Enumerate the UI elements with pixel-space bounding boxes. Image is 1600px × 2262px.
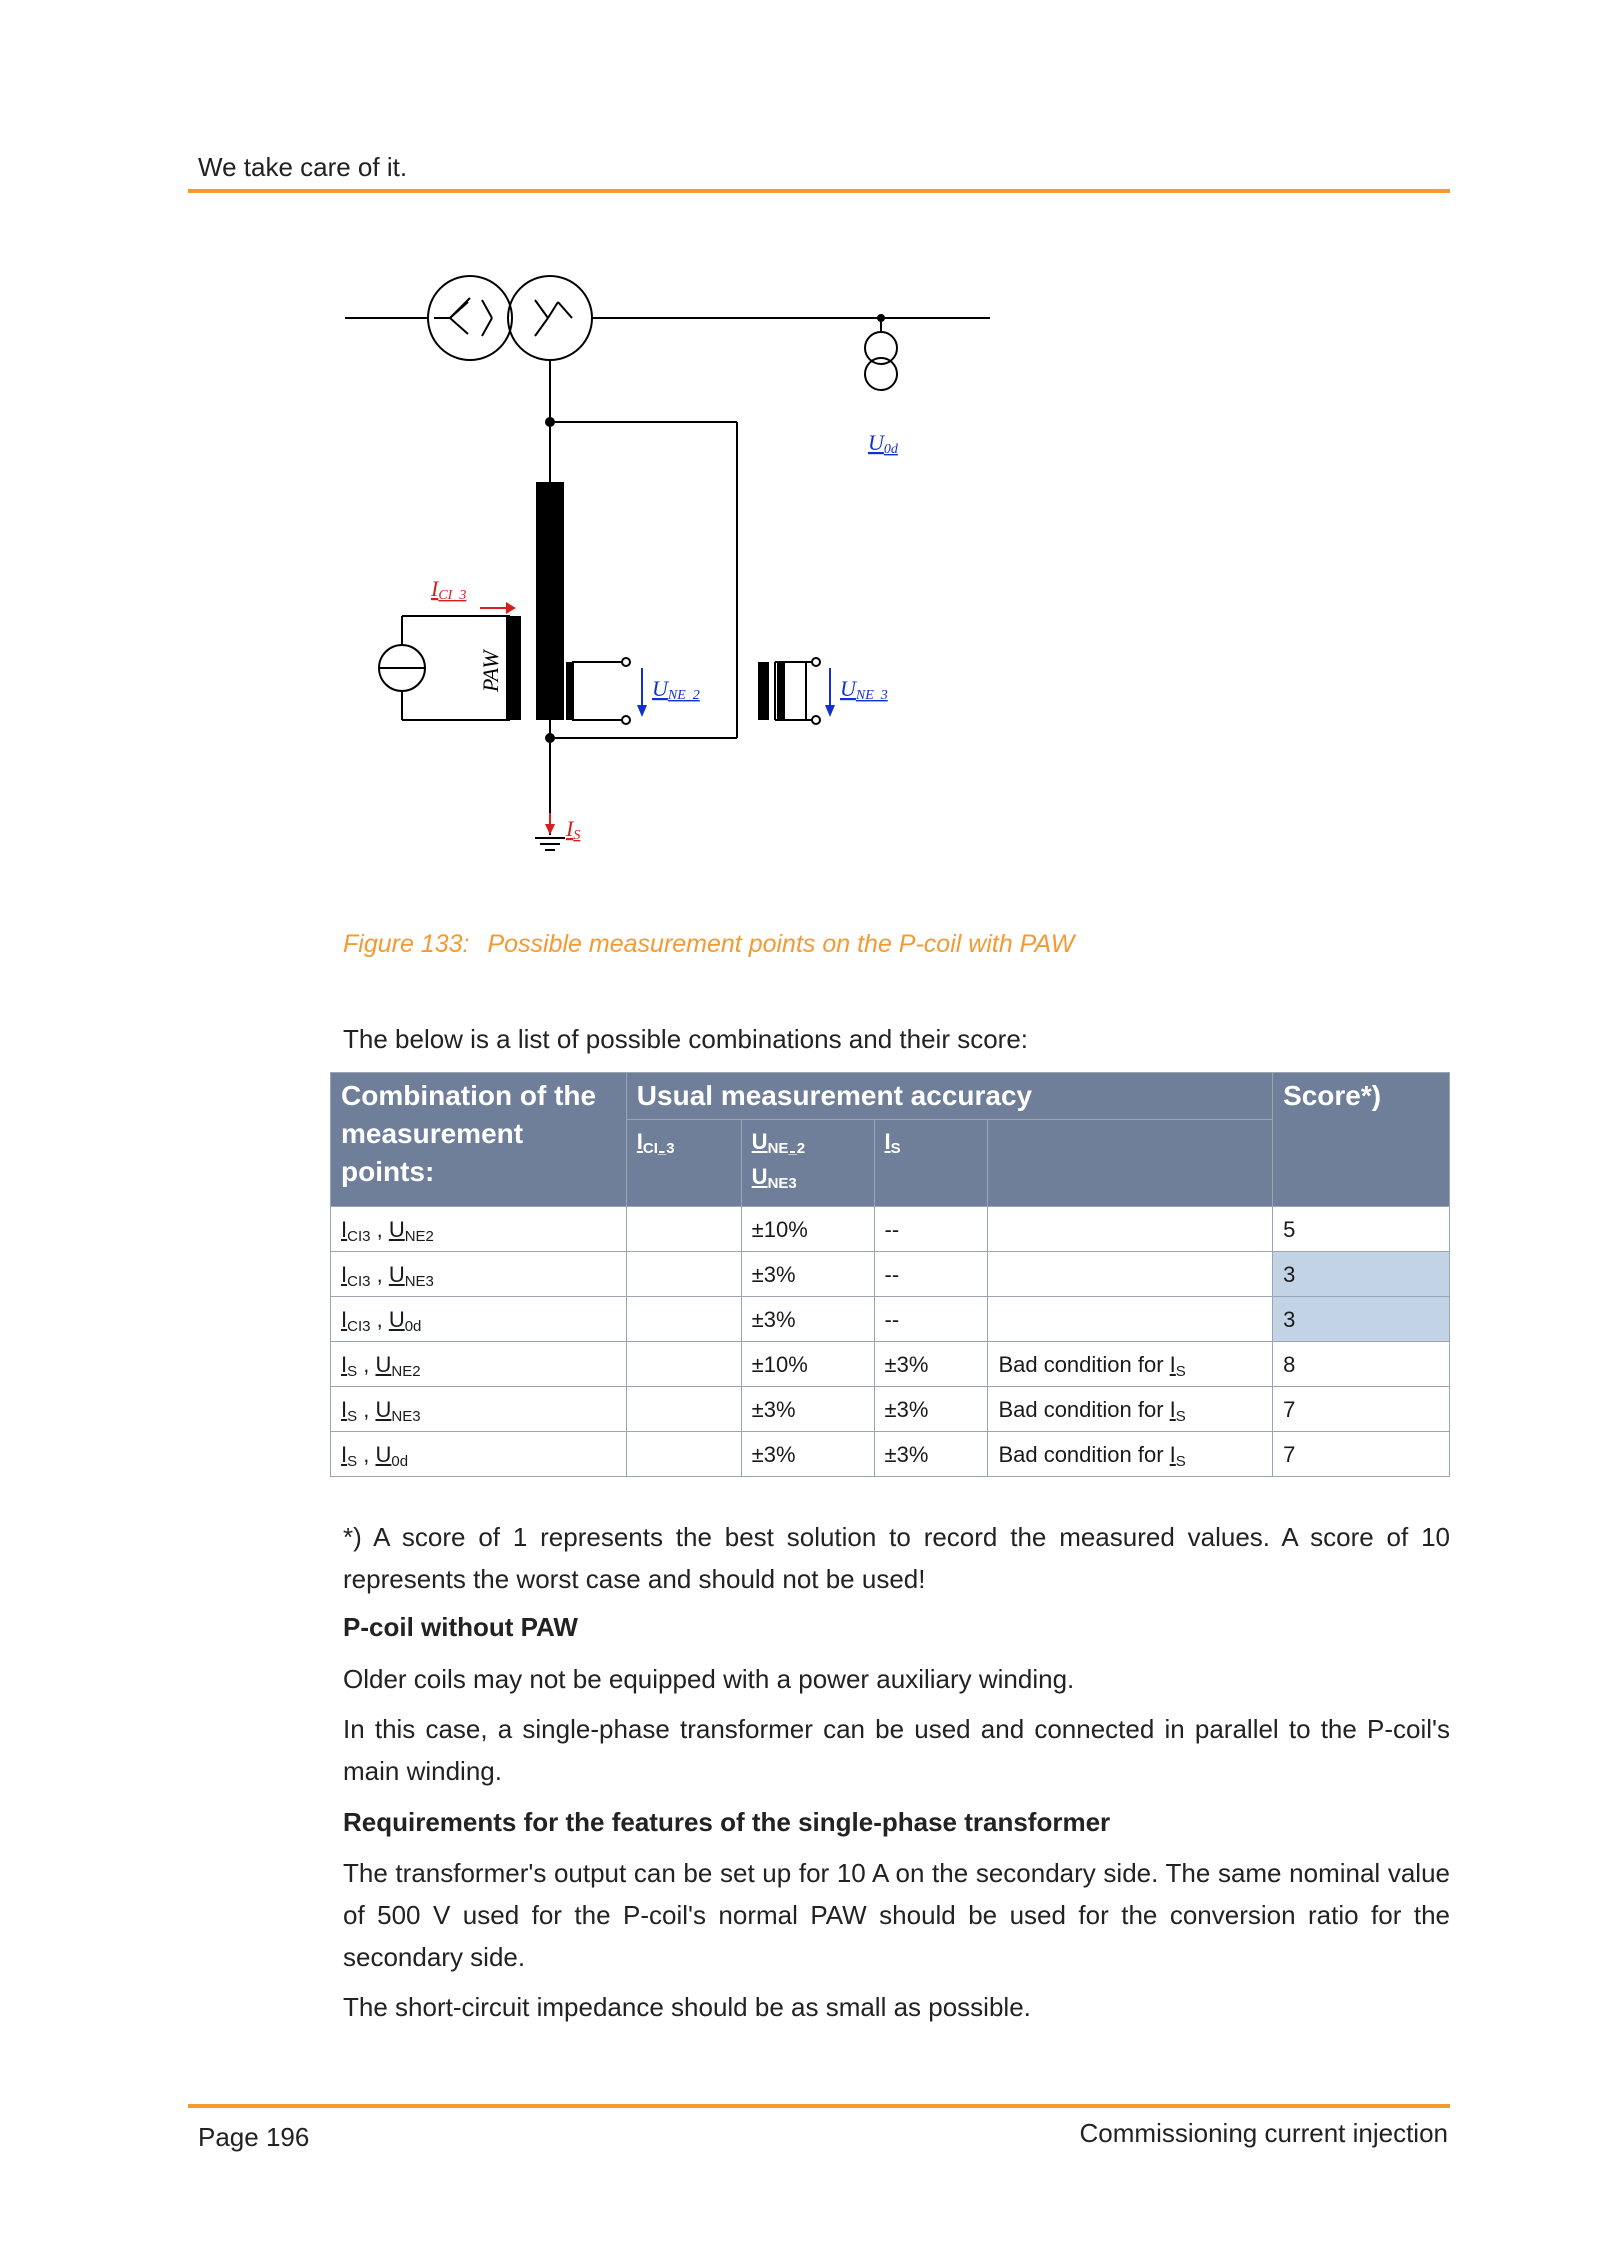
page-number: Page 196 [198, 2122, 310, 2152]
cell-une: ±3% [741, 1387, 874, 1432]
cell-ici3 [626, 1342, 741, 1387]
footnote: *) A score of 1 represents the best solution to record the measured values. A score of 10 represents the worst case and should not be used! [343, 1522, 1450, 1594]
footer-section-title: Commissioning current injection [1079, 2118, 1448, 2148]
table-row [331, 1387, 1450, 1432]
cell-ici3 [626, 1432, 741, 1477]
paragraph-single-phase-transformer: In this case, a single-phase transformer can be used and connected in parallel to the P-coil's main winding. [343, 1714, 1450, 1786]
header-rule [188, 189, 1450, 193]
table-intro: The below is a list of possible combinations and their score: [343, 1024, 1029, 1054]
cell-is: ±3% [874, 1342, 988, 1387]
cell-une: ±10% [741, 1342, 874, 1387]
cell-combination: $I_{CI3}$ , $U_{0d}$ [331, 1297, 627, 1342]
table-row [331, 1297, 1450, 1342]
header-combination: Combination of the measurement points: [331, 1073, 627, 1207]
p-coil-circuit-diagram [330, 250, 1010, 880]
table-row [331, 1342, 1450, 1387]
header-note [988, 1120, 1273, 1207]
cell-une: ±3% [741, 1432, 874, 1477]
cell-une: ±3% [741, 1252, 874, 1297]
label-is: IS [566, 816, 581, 843]
p-coil-main-winding [536, 482, 564, 720]
header-is: $I_S$ [874, 1120, 988, 1207]
cell-ici3 [626, 1297, 741, 1342]
cell-score: 3 [1273, 1252, 1450, 1297]
cell-note [988, 1252, 1273, 1297]
footer-rule [188, 2104, 1450, 2108]
paragraph-transformer-output: The transformer's output can be set up for 10 A on the secondary side. The same nominal value of 500 V used for the P-coil's normal PAW should be used for the conversion ratio for the secondary side. [343, 1858, 1450, 1972]
cell-score: 7 [1273, 1387, 1450, 1432]
label-une2: UNE_2 [652, 676, 700, 703]
label-u0d: U0d [868, 430, 898, 457]
cell-is: -- [874, 1297, 988, 1342]
cell-combination: $I_{CI3}$ , $U_{NE2}$ [331, 1207, 627, 1252]
cell-score: 7 [1273, 1432, 1450, 1477]
header-accuracy: Usual measurement accuracy [626, 1073, 1272, 1120]
cell-is: ±3% [874, 1432, 988, 1477]
cell-note [988, 1297, 1273, 1342]
cell-note: Bad condition for $I_S$ [988, 1432, 1273, 1477]
cell-note: Bad condition for $I_S$ [988, 1387, 1273, 1432]
cell-score: 3 [1273, 1297, 1450, 1342]
running-header: We take care of it. [198, 152, 408, 182]
score-table [330, 1072, 1450, 1477]
cell-is: -- [874, 1207, 988, 1252]
section-heading-p-coil-without-paw: P-coil without PAW [343, 1612, 578, 1642]
table-row [331, 1207, 1450, 1252]
cell-is: ±3% [874, 1387, 988, 1432]
cell-une: ±3% [741, 1297, 874, 1342]
cell-score: 8 [1273, 1342, 1450, 1387]
power-transformer-secondary [508, 276, 592, 360]
figure-number: Figure 133: [343, 930, 470, 958]
header-score: Score*) [1273, 1073, 1450, 1207]
header-ici3: $I_{CI\_3}$ [626, 1120, 741, 1207]
cell-ici3 [626, 1207, 741, 1252]
table-row [331, 1432, 1450, 1477]
u0d-voltage-transformer-top [865, 332, 897, 364]
label-ici3: ICI_3 [431, 576, 467, 603]
cell-score: 5 [1273, 1207, 1450, 1252]
paw-winding [506, 616, 521, 720]
cell-combination: $I_S$ , $U_{NE3}$ [331, 1387, 627, 1432]
cell-combination: $I_{CI3}$ , $U_{NE3}$ [331, 1252, 627, 1297]
section-heading-requirements: Requirements for the features of the single-phase transformer [343, 1807, 1111, 1837]
paragraph-short-circuit-impedance: The short-circuit impedance should be as small as possible. [343, 1992, 1031, 2022]
cell-ici3 [626, 1252, 741, 1297]
table-row [331, 1252, 1450, 1297]
cell-combination: $I_S$ , $U_{NE2}$ [331, 1342, 627, 1387]
cell-is: -- [874, 1252, 988, 1297]
figure-caption [343, 930, 1074, 959]
header-une: $U_{NE\_2}$ $U_{NE3}$ [741, 1120, 874, 1207]
u0d-voltage-transformer-bottom [865, 358, 897, 390]
label-une3: UNE_3 [840, 676, 888, 703]
cell-ici3 [626, 1387, 741, 1432]
paragraph-older-coils: Older coils may not be equipped with a power auxiliary winding. [343, 1664, 1075, 1694]
cell-note [988, 1207, 1273, 1252]
cell-note: Bad condition for $I_S$ [988, 1342, 1273, 1387]
cell-combination: $I_S$ , $U_{0d}$ [331, 1432, 627, 1477]
cell-une: ±10% [741, 1207, 874, 1252]
figure-caption-text: Possible measurement points on the P-coil with PAW [487, 930, 1075, 958]
label-paw: PAW [478, 650, 503, 692]
